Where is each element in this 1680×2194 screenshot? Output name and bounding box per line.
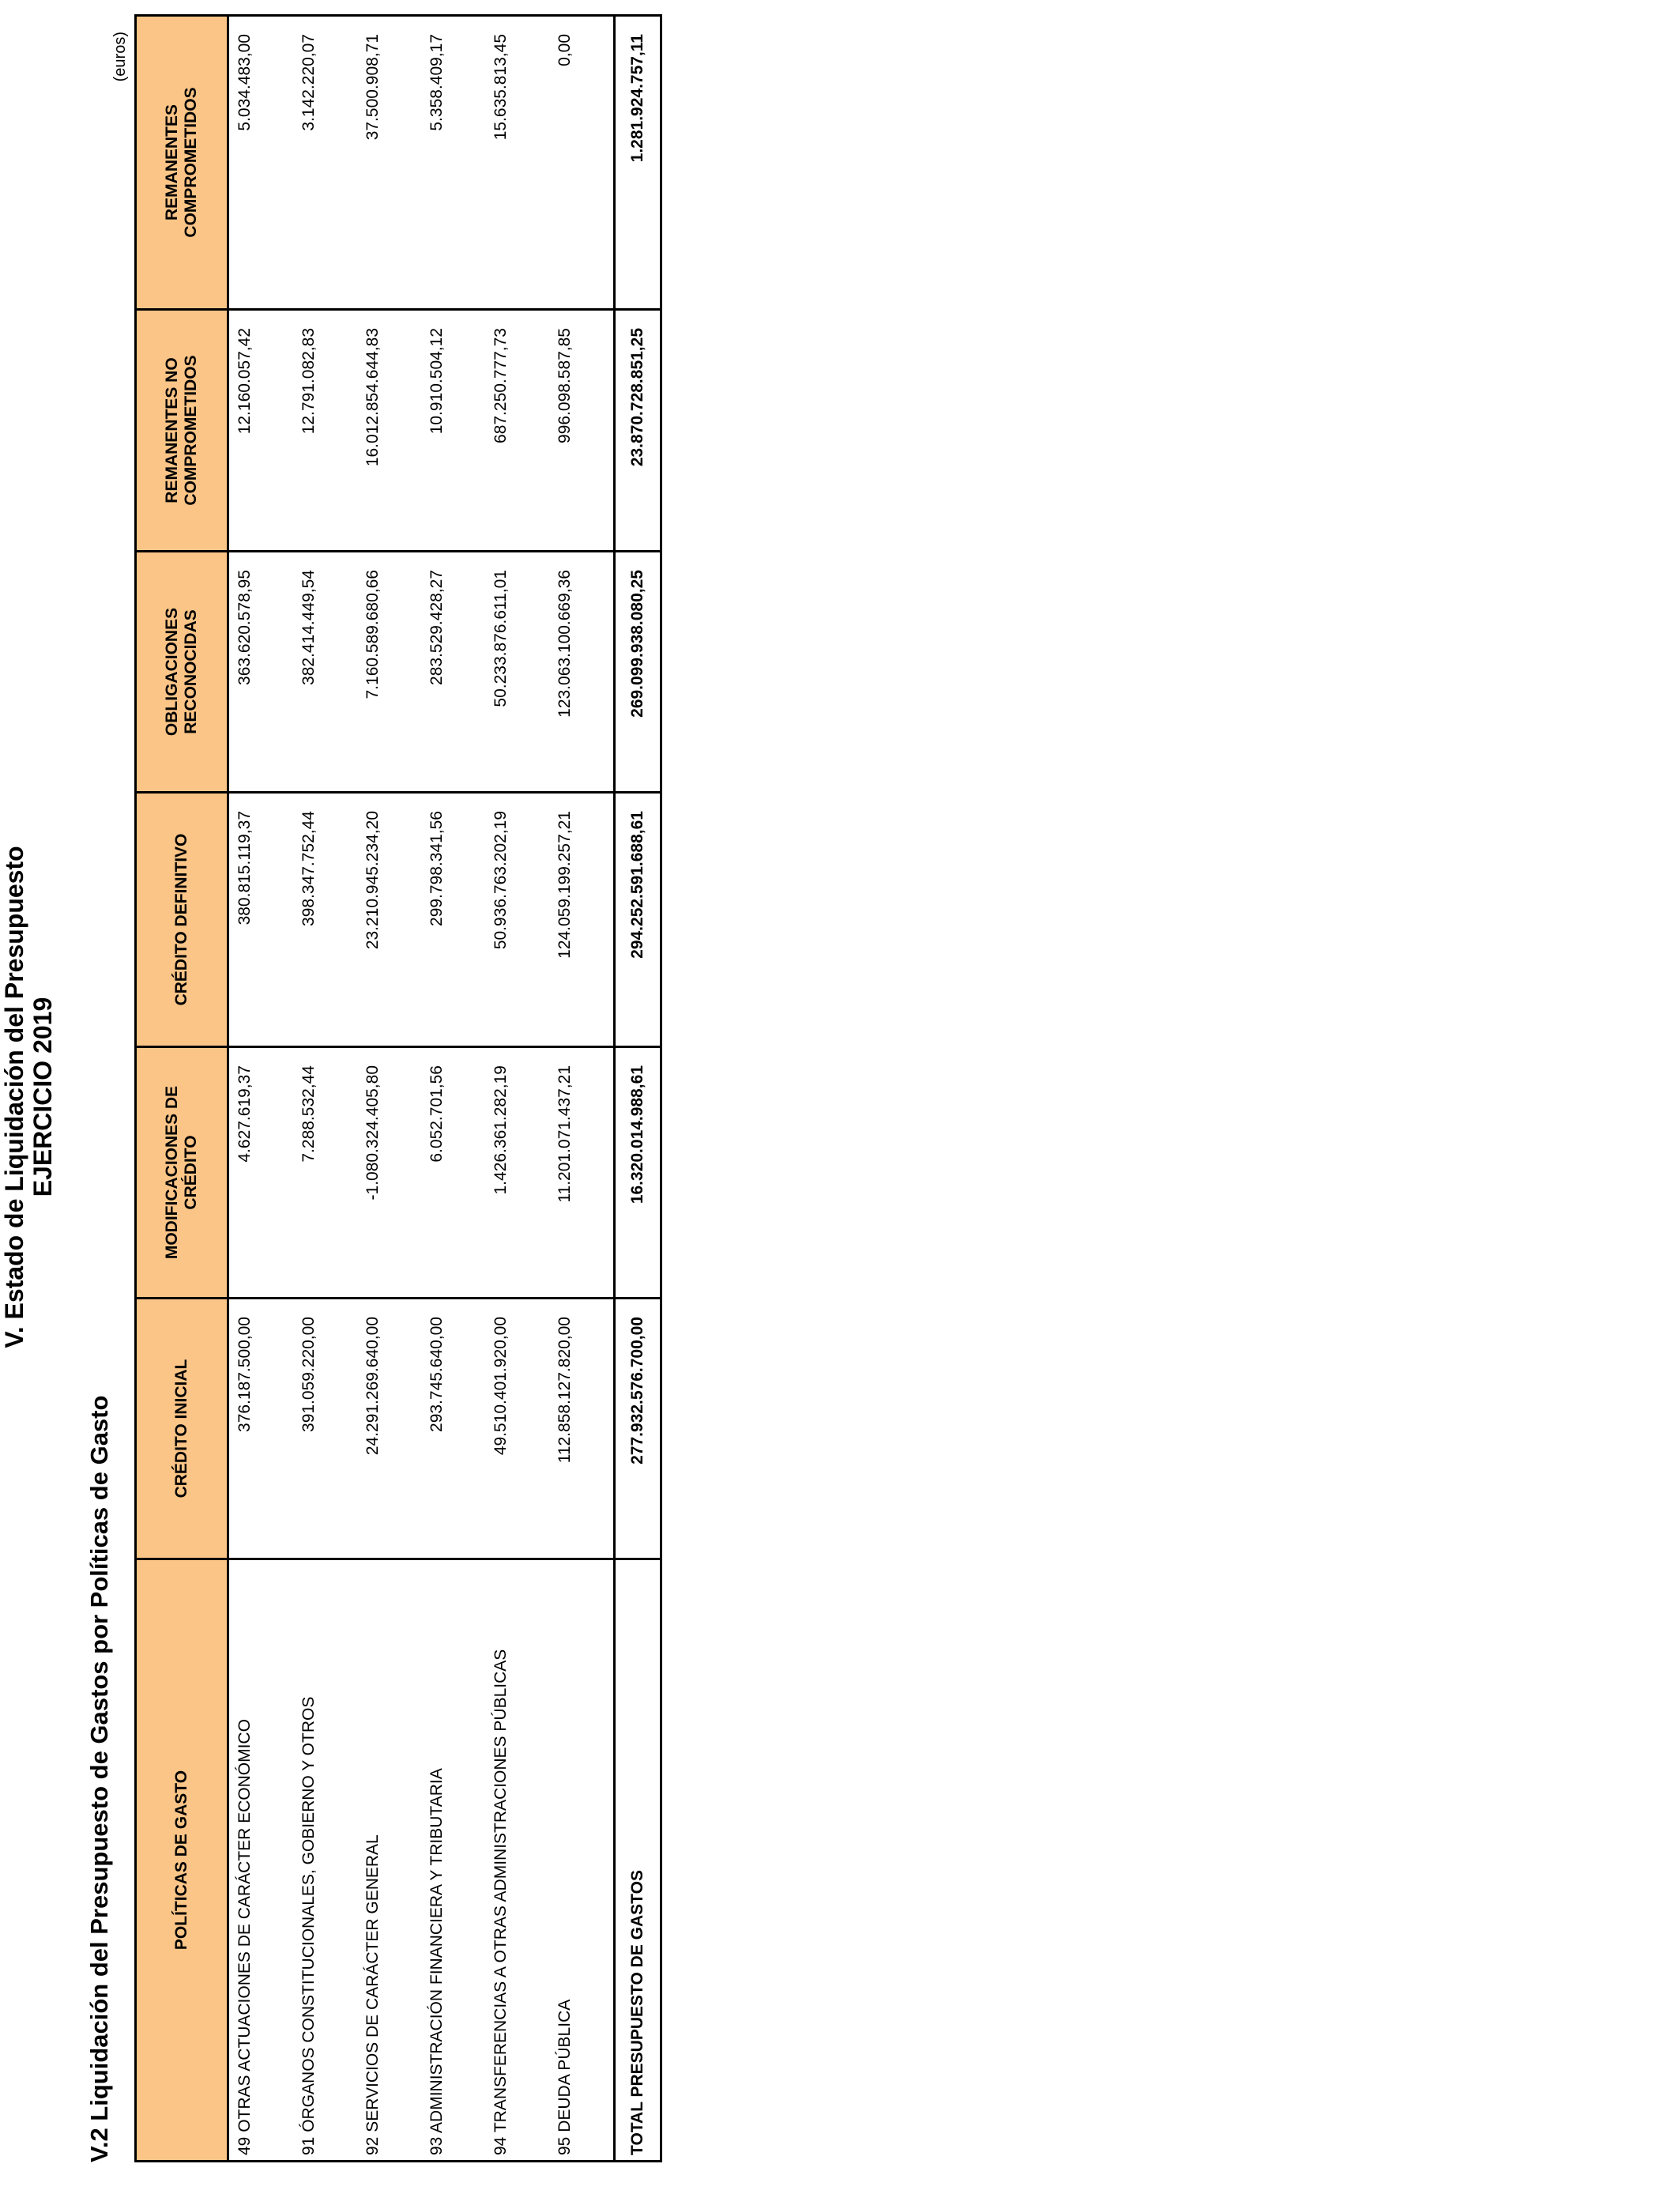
- cell-credito-definitivo: 299.798.341,56: [421, 793, 485, 1047]
- cell-credito-definitivo: 380.815.119,37: [228, 793, 294, 1047]
- cell-remanentes-no-comprometidos: 16.012.854.644,83: [357, 310, 421, 552]
- column-header: POLÍTICAS DE GASTO: [136, 1559, 228, 2162]
- cell-obligaciones: 363.620.578,95: [228, 552, 294, 793]
- table-row: [293, 16, 357, 2162]
- cell-remanentes-no-comprometidos: 996.098.587,85: [549, 310, 615, 552]
- total-remanentes-no-comprometidos: 23.870.728.851,25: [615, 310, 661, 552]
- cell-remanentes-no-comprometidos: 12.160.057,42: [228, 310, 294, 552]
- column-header: MODIFICACIONES DE CRÉDITO: [136, 1047, 228, 1299]
- cell-modificaciones: 1.426.361.282,19: [485, 1047, 549, 1299]
- column-header: CRÉDITO INICIAL: [136, 1299, 228, 1559]
- cell-remanentes-no-comprometidos: 687.250.777,73: [485, 310, 549, 552]
- cell-modificaciones: 4.627.619,37: [228, 1047, 294, 1299]
- fiscal-year-title: EJERCICIO 2019: [28, 997, 57, 1197]
- cell-remanentes-no-comprometidos: 12.791.082,83: [293, 310, 357, 552]
- cell-credito-definitivo: 23.210.945.234,20: [357, 793, 421, 1047]
- cell-remanentes-comprometidos: 5.358.409,17: [421, 16, 485, 310]
- cell-credito-inicial: 376.187.500,00: [228, 1299, 294, 1559]
- cell-modificaciones: -1.080.324.405,80: [357, 1047, 421, 1299]
- cell-remanentes-no-comprometidos: 10.910.504,12: [421, 310, 485, 552]
- cell-credito-definitivo: 124.059.199.257,21: [549, 793, 615, 1047]
- column-header: REMANENTES COMPROMETIDOS: [136, 16, 228, 310]
- total-credito-definitivo: 294.252.591.688,61: [615, 793, 661, 1047]
- table-row: [228, 16, 294, 2162]
- cell-credito-inicial: 112.858.127.820,00: [549, 1299, 615, 1559]
- cell-remanentes-comprometidos: 5.034.483,00: [228, 16, 294, 310]
- total-remanentes-comprometidos: 1.281.924.757,11: [615, 16, 661, 310]
- cell-remanentes-comprometidos: 37.500.908,71: [357, 16, 421, 310]
- cell-credito-inicial: 49.510.401.920,00: [485, 1299, 549, 1559]
- row-label: 93 ADMINISTRACIÓN FINANCIERA Y TRIBUTARIA: [421, 1559, 485, 2162]
- row-label: 92 SERVICIOS DE CARÁCTER GENERAL: [357, 1559, 421, 2162]
- total-row: [615, 16, 661, 2162]
- table-row: [357, 16, 421, 2162]
- cell-credito-inicial: 24.291.269.640,00: [357, 1299, 421, 1559]
- cell-remanentes-comprometidos: 15.635.813,45: [485, 16, 549, 310]
- cell-credito-definitivo: 398.347.752,44: [293, 793, 357, 1047]
- cell-credito-inicial: 293.745.640,00: [421, 1299, 485, 1559]
- cell-credito-inicial: 391.059.220,00: [293, 1299, 357, 1559]
- cell-remanentes-comprometidos: 0,00: [549, 16, 615, 310]
- page-title: V. Estado de Liquidación del Presupuesto: [0, 846, 28, 1348]
- row-label: 94 TRANSFERENCIAS A OTRAS ADMINISTRACIONES PÚBLICAS: [485, 1559, 549, 2162]
- total-modificaciones: 16.320.014.988,61: [615, 1047, 661, 1299]
- units-label: (euros): [111, 32, 129, 82]
- column-header: CRÉDITO DEFINITIVO: [136, 793, 228, 1047]
- cell-obligaciones: 7.160.589.680,66: [357, 552, 421, 793]
- table-row: [549, 16, 615, 2162]
- cell-modificaciones: 6.052.701,56: [421, 1047, 485, 1299]
- budget-table: [134, 14, 662, 2162]
- column-header: REMANENTES NO COMPROMETIDOS: [136, 310, 228, 552]
- cell-obligaciones: 382.414.449,54: [293, 552, 357, 793]
- cell-modificaciones: 7.288.532,44: [293, 1047, 357, 1299]
- cell-obligaciones: 283.529.428,27: [421, 552, 485, 793]
- row-label: 95 DEUDA PÚBLICA: [549, 1559, 615, 2162]
- section-subtitle: V.2 Liquidación del Presupuesto de Gastos por Políticas de Gasto: [85, 1395, 113, 2162]
- total-credito-inicial: 277.932.576.700,00: [615, 1299, 661, 1559]
- total-label: TOTAL PRESUPUESTO DE GASTOS: [615, 1559, 661, 2162]
- cell-remanentes-comprometidos: 3.142.220,07: [293, 16, 357, 310]
- cell-obligaciones: 123.063.100.669,36: [549, 552, 615, 793]
- column-header: OBLIGACIONES RECONOCIDAS: [136, 552, 228, 793]
- cell-credito-definitivo: 50.936.763.202,19: [485, 793, 549, 1047]
- row-label: 91 ÓRGANOS CONSTITUCIONALES, GOBIERNO Y OTROS: [293, 1559, 357, 2162]
- table-header-row: [136, 16, 228, 2162]
- table-row: [421, 16, 485, 2162]
- cell-modificaciones: 11.201.071.437,21: [549, 1047, 615, 1299]
- table-row: [485, 16, 549, 2162]
- total-obligaciones: 269.099.938.080,25: [615, 552, 661, 793]
- row-label: 49 OTRAS ACTUACIONES DE CARÁCTER ECONÓMICO: [228, 1559, 294, 2162]
- cell-obligaciones: 50.233.876.611,01: [485, 552, 549, 793]
